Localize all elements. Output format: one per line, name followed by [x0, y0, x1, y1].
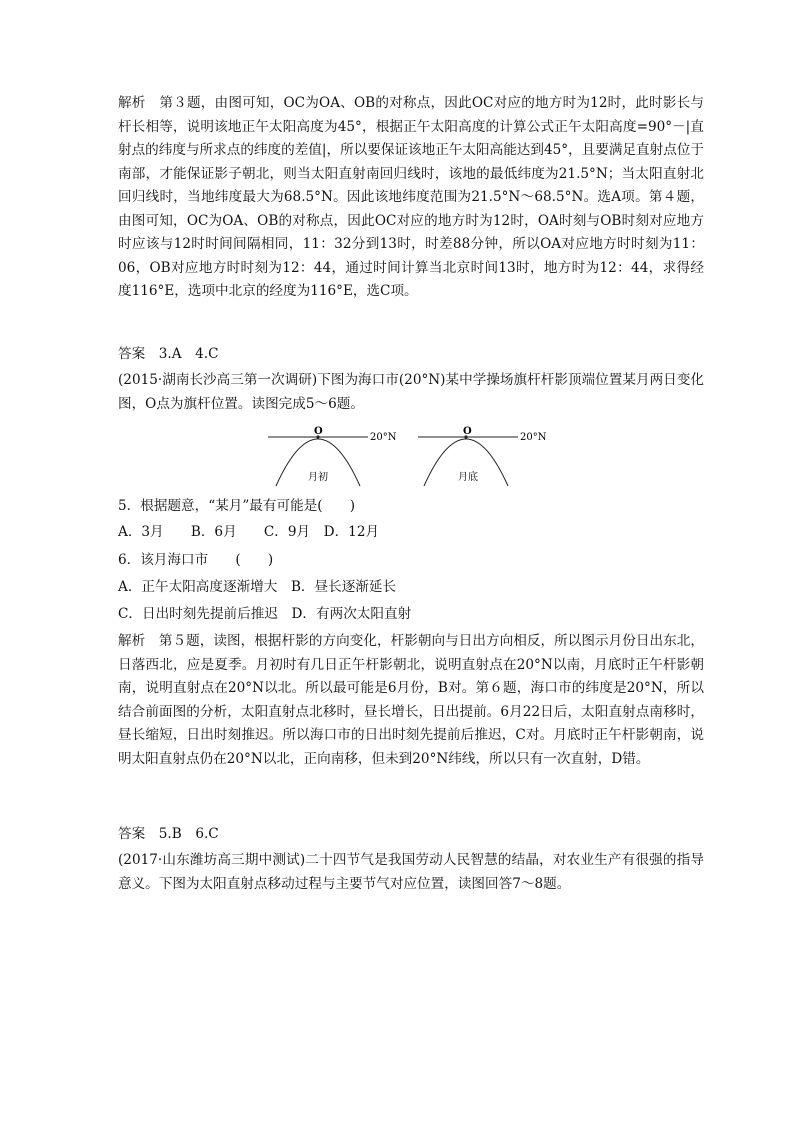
- q5-options: A．3月 B．6月 C．9月 D．12月: [118, 524, 380, 540]
- caption-right: 月底: [458, 472, 478, 483]
- answer-3-4: [118, 343, 219, 367]
- answer-label: 答案: [118, 826, 146, 842]
- figure-left-month-start: [268, 426, 397, 486]
- intro-5-6: (2015·湖南长沙高三第一次调研)下图为海口市(20°N)某中学操场旗杆杆影顶端位置某月两日变化图，O点为旗杆位置。读图完成5～6题。: [118, 372, 704, 412]
- lat-label-left: 20°N: [370, 432, 397, 443]
- q6-options-2: C．日出时刻先提前后推迟 D．有两次太阳直射: [118, 606, 412, 622]
- answer-text: 5.B 6.C: [158, 826, 219, 842]
- answer-label: 答案: [118, 346, 146, 362]
- intro-7-8: (2017·山东潍坊高三期中测试)二十四节气是我国劳动人民智慧的结晶，对农业生产有很强的指导意义。下图为太阳直射点移动过程与主要节气对应位置，读图回答7～8题。: [118, 852, 704, 892]
- analysis-label: 解析: [118, 633, 146, 649]
- analysis-3-4: [118, 92, 704, 304]
- analysis-text: 第３题，由图可知，OC为OA、OB的对称点，因此OC对应的地方时为12时，此时影长与杆长相等，说明该地正午太阳高度为45°，根据正午太阳高度的计算公式正午太阳高度=90°－|直射点的纬度与所求点的纬度的差值|，所以要保证该地正午太阳高能达到45°，且要满足直射点位于南部，才能保证影子朝北，则当太阳直射南回归线时，该地的最低纬度为21.5°N；当太阳直射北回归线时，当地纬度最大为68.5°N。因此该地纬度范围为21.5°N～68.5°N。选A项。第４题，由图可知，OC为OA、OB的对称点，因此OC对应的地方时为12时，OA时刻与OB时刻对应地方时应该与12时时间间隔相同，11：32分到13时，时差88分钟，所以OA对应地方时时刻为11：06，OB对应地方时时刻为12：44，通过时间计算当北京时间13时，地方时为12：44，求得经度116°E，选项中北京的经度为116°E，选C项。: [118, 95, 705, 299]
- lat-label-right: 20°N: [520, 432, 547, 443]
- analysis-text: 第５题，读图，根据杆影的方向变化，杆影朝向与日出方向相反，所以图示月份日出东北，日落西北，应是夏季。月初时有几日正午杆影朝北，说明直射点在20°N以南，月底时正午杆影朝南，说明直射点在20°N以北。所以最可能是6月份，B对。第６题，海口市的纬度是20°N，所以结合前面图的分析，太阳直射点北移时，昼长增长，日出提前。6月22日后，太阳直射点南移时，昼长缩短，日出时刻推迟。所以海口市的日出时刻先提前后推迟，C对。月底时正午杆影朝南，说明太阳直射点仍在20°N以北，正向南移，但未到20°N纬线，所以只有一次直射，D错。: [118, 633, 705, 767]
- point-o-right: O: [463, 426, 472, 437]
- analysis-label: 解析: [118, 95, 146, 111]
- answer-5-6: [118, 823, 219, 847]
- q6-stem: 6．该月海口市 ( ): [118, 552, 274, 568]
- q5-stem: 5．根据题意，“某月”最有可能是( ): [118, 498, 356, 514]
- figure-right-month-end: [418, 426, 547, 486]
- point-o-left: O: [314, 426, 323, 437]
- analysis-5-6: [118, 630, 704, 771]
- q6-options-1: A．正午太阳高度逐渐增大 B．昼长逐渐延长: [118, 579, 397, 595]
- shadow-path-figure: [268, 424, 548, 494]
- caption-left: 月初: [308, 472, 328, 483]
- answer-text: 3.A 4.C: [158, 346, 219, 362]
